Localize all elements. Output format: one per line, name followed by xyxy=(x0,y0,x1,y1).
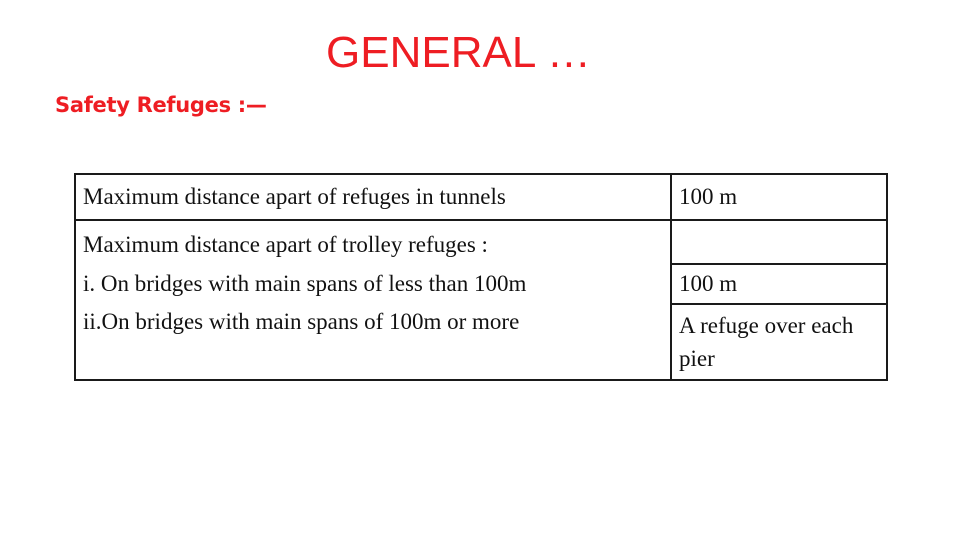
refuges-table xyxy=(74,173,888,381)
table-cell-value: A refuge over each pier xyxy=(671,304,887,380)
table-cell-label: i. On bridges with main spans of less than 100m xyxy=(75,264,671,304)
table-row xyxy=(75,174,887,220)
table-cell-value xyxy=(671,220,887,264)
table-row xyxy=(75,264,887,304)
table-cell-label: Maximum distance apart of refuges in tunnels xyxy=(75,174,671,220)
table-row xyxy=(75,304,887,380)
table-cell-label: Maximum distance apart of trolley refuges : xyxy=(75,220,671,264)
table-row xyxy=(75,220,887,264)
slide-title: GENERAL … xyxy=(326,28,591,77)
table-cell-value: 100 m xyxy=(671,174,887,220)
slide-subtitle: Safety Refuges :— xyxy=(55,93,267,117)
table-cell-label: ii.On bridges with main spans of 100m or more xyxy=(75,304,671,380)
table-cell-value: 100 m xyxy=(671,264,887,304)
